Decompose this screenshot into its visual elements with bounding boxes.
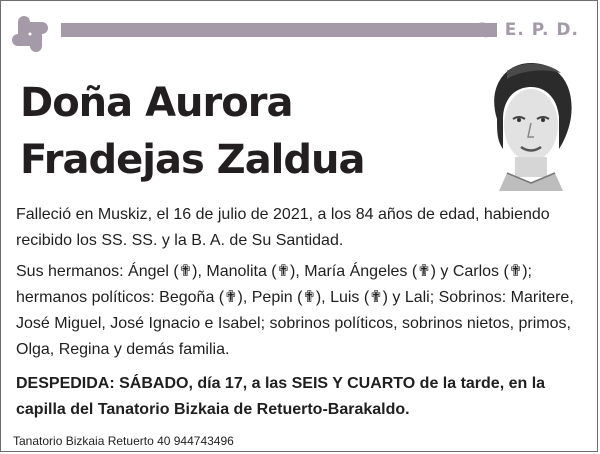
family-list: Sus hermanos: Ángel (✟), Manolita (✟), María Ángeles (✟) y Carlos (✟); hermanos políticos: Begoña (✟), Pepin (✟), Luis (✟) y Lali; Sobrinos: Maritere, José Miguel, José Ignacio e Isabel; sobrinos políticos, sobrinos nietos, primos, Olga, Regina y demás familia. xyxy=(16,263,574,358)
death-notice: Falleció en Muskiz, el 16 de julio de 2021, a los 84 años de edad, habiendo recibido los SS. SS. y la B. A. de Su Santidad. xyxy=(16,206,550,249)
deceased-name-line1: Doña Aurora xyxy=(20,80,293,126)
qepd-label: Q. E. P. D. xyxy=(474,20,579,40)
portrait-photo xyxy=(477,57,581,191)
header-bar xyxy=(61,23,497,37)
funeral-home-address: Tanatorio Bizkaia Retuerto 40 944743496 xyxy=(13,434,234,448)
deceased-name-line2: Fradejas Zaldua xyxy=(20,137,365,183)
lauburu-icon xyxy=(5,9,55,59)
deceased-name xyxy=(20,75,365,189)
farewell-notice: DESPEDIDA: SÁBADO, día 17, a las SEIS Y CUARTO de la tarde, en la capilla del Tanatorio Bizkaia de Retuerto-Barakaldo. xyxy=(16,375,546,418)
